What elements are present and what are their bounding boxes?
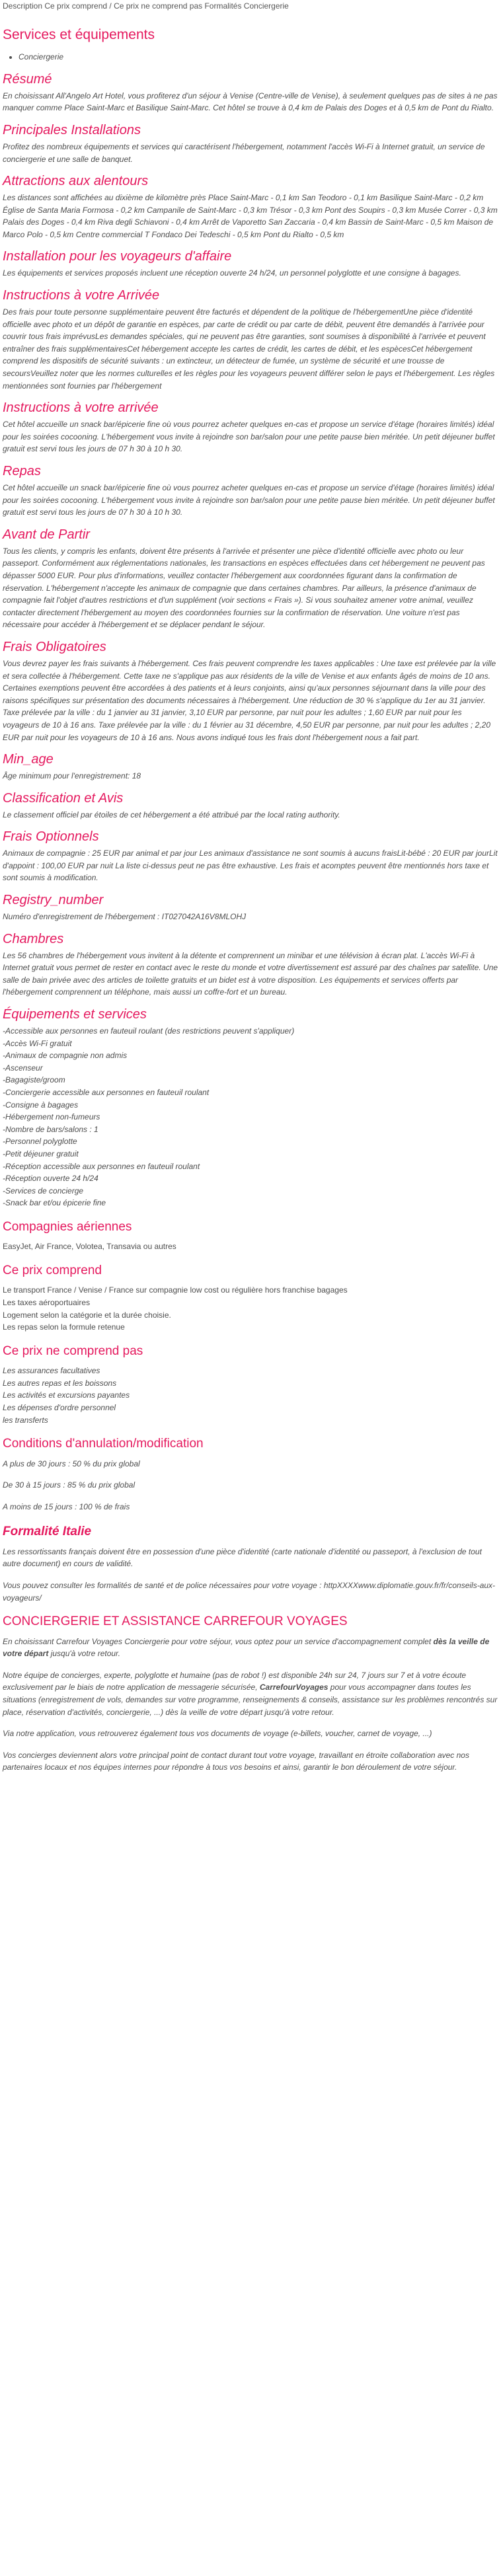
frais-obligatoires-title: Frais Obligatoires bbox=[3, 639, 106, 654]
prestations-title: Principales Installations bbox=[3, 122, 141, 137]
avant-partir-title: Avant de Partir bbox=[3, 527, 90, 542]
compagnies-text: EasyJet, Air France, Volotea, Transavia ou autres bbox=[3, 1242, 176, 1252]
resume-text: En choisissant All'Angelo Art Hotel, vous profiterez d'un séjour à Venise (Centre-ville de Venise), à seulement quelques pas de sites à ne pas manquer comme Place Saint-Marc et Basilique Saint-Marc. Cet hôtel se trouve à 0,4 km de Palais des Doges et à 0,5 km de Pont du Rialto. bbox=[3, 91, 498, 113]
list-item: Les repas selon la formule retenue bbox=[3, 1322, 125, 1332]
services-title: Services et équipements bbox=[3, 26, 155, 42]
list-item: les transferts bbox=[3, 1415, 48, 1425]
frais-optionnels-title: Frais Optionnels bbox=[3, 829, 99, 845]
carrefour-app-name: CarrefourVoyages bbox=[259, 1683, 328, 1692]
equipements-title: Équipements et services bbox=[3, 1007, 147, 1022]
list-item: -Ascenseur bbox=[3, 1063, 43, 1073]
conciergerie-team-a: Notre équipe de concierges, experte, polyglotte et humaine (pas de robot !) est disponible 24h sur 24, 7 jours sur 7 et à votre écoute exclusivement par le biais de notre application de messagerie sécurisée, bbox=[3, 1670, 467, 1692]
list-item: -Accessible aux personnes en fauteuil roulant (des restrictions peuvent s'appliquer) bbox=[3, 1026, 295, 1036]
repas-text: Cet hôtel accueille un snack bar/épicerie fine où vous pourrez acheter quelques en-cas et propose un service d'étage (horaires limités) idéal pour les soirées cocooning. L'hébergement vous invite à rejoindre son bar/salon pour une petite pause bien méritée. Un petit déjeuner buffet gratuit est servi tous les jours de 07 h 30 à 10 h 30. bbox=[3, 483, 495, 517]
conciergerie-intro-bold: dès la veille de votre départ bbox=[3, 1636, 490, 1659]
list-item: -Réception ouverte 24 h/24 bbox=[3, 1174, 98, 1184]
avant-partir-text: Tous les clients, y compris les enfants, doivent être présents à l'arrivée et présenter une pièce d'identité officielle avec photo ou leur passeport. Conformément aux réglementations nationales, les transactions en espèces effectuées dans cet hébergement ne peuvent pas dépasser 5000 EUR. Pour plus d'informations, veuillez contacter l'hébergement aux coordonnées figurant dans la confirmation de réservation. L'hébergement n'accepte les animaux de compagnie que dans certaines chambres. Par ailleurs, la présence d'animaux de compagnie fait l'objet d'autres restrictions et d'un supplément (voir sections « Frais »). Si vous souhaitez amener votre animal, veuillez contacter directement l'hébergement au moyen des coordonnées fournies sur la confirmation de réservation. Une voiture n'est pas nécessaire pour accéder à l'hébergement et se déplacer pendant le séjour. bbox=[3, 546, 485, 630]
classification-text: Le classement officiel par étoiles de cet hébergement a été attribué par the local rating authority. bbox=[3, 810, 340, 819]
conciergerie-team-c: pour vous accompagner dans toutes les situations (enregistrement de vols, demandes sur votre programme, renseignements & conseils, assistance sur les problèmes rencontrés sur place, réservation d'activités, conciergerie, ...) dès la veille de votre départ jusqu'à votre retour. bbox=[3, 1683, 498, 1717]
list-item: -Nombre de bars/salons : 1 bbox=[3, 1124, 98, 1134]
prestations-text: Profitez des nombreux équipements et services qui caractérisent l'hébergement, notamment l'accès Wi-Fi à Internet gratuit, un service de conciergerie et une salle de banquet. bbox=[3, 141, 485, 164]
conciergerie-intro-c: jusqu'à votre retour. bbox=[48, 1649, 120, 1659]
annulation-item: A moins de 15 jours : 100 % de frais bbox=[3, 1501, 130, 1511]
registry-title: Registry_number bbox=[3, 893, 104, 908]
list-item: -Conciergerie accessible aux personnes en fauteuil roulant bbox=[3, 1088, 210, 1098]
prix-ne-comprend-list bbox=[3, 1365, 498, 1426]
classification-title: Classification et Avis bbox=[3, 790, 124, 806]
list-item: -Petit déjeuner gratuit bbox=[3, 1149, 79, 1158]
formalite-link-text[interactable]: Vous pouvez consulter les formalités de santé et de police nécessaires pour votre voyage : httpXXXXwww.diplomatie.gouv.fr/fr/conseils-aux-voyageurs/ bbox=[3, 1581, 496, 1603]
list-item: Les activités et excursions payantes bbox=[3, 1390, 130, 1400]
list-item: Les dépenses d'ordre personnel bbox=[3, 1403, 116, 1413]
chambres-text: Les 56 chambres de l'hébergement vous invitent à la détente et comprennent un minibar et une télévision à écran plat. L'accès Wi-Fi à Internet gratuit vous permet de rester en contact avec le reste du monde et votre divertissement est assuré par des chaînes par satellite. Une salle de bain privée avec des articles de toilette gratuits et un bidet est à votre disposition. Les équipements et services offerts par l'hébergement comprennent un téléphone, mais aussi un coffre-fort et un bureau. bbox=[3, 950, 498, 997]
registry-text: Numéro d'enregistrement de l'hébergement : IT027042A16V8MLOHJ bbox=[3, 912, 247, 922]
breadcrumb[interactable]: Description Ce prix comprend / Ce prix ne comprend pas Formalités Conciergerie bbox=[3, 1, 289, 11]
conciergerie-intro-a: En choisissant Carrefour Voyages Conciergerie pour votre séjour, vous optez pour un service d'accompagnement complet bbox=[3, 1636, 434, 1646]
list-item: -Accès Wi-Fi gratuit bbox=[3, 1038, 72, 1048]
list-item: -Bagagiste/groom bbox=[3, 1075, 65, 1085]
conciergerie-contact: Vos concierges deviennent alors votre principal point de contact durant tout votre voyage, travaillant en étroite collaboration avec nos partenaires locaux et nos équipes internes pour répondre à tous vos besoins et ainsi, garantir le bon déroulement de votre séjour. bbox=[3, 1750, 469, 1772]
list-item: Les autres repas et les boissons bbox=[3, 1378, 117, 1388]
list-item: • Conciergerie bbox=[19, 51, 498, 63]
services-list bbox=[3, 51, 498, 63]
list-item: -Animaux de compagnie non admis bbox=[3, 1051, 128, 1061]
prix-comprend-title: Ce prix comprend bbox=[3, 1263, 102, 1277]
compagnies-title: Compagnies aériennes bbox=[3, 1219, 132, 1234]
min-age-title: Min_age bbox=[3, 752, 54, 767]
conciergerie-title: CONCIERGERIE ET ASSISTANCE CARREFOUR VOYAGES bbox=[3, 1614, 348, 1629]
instructions-arrival-text: Des frais pour toute personne supplémentaire peuvent être facturés et dépendent de la politique de l'hébergementUne pièce d'identité officielle avec photo et un dépôt de garantie en espèces, par carte de crédit ou par carte de débit, peuvent être demandés à l'arrivée pour couvrir tous frais imprévusLes demandes spéciales, qui ne peuvent pas être garanties, sont soumises à disponibilité à l'arrivée et peuvent entraîner des frais supplémentairesCet hébergement accepte les cartes de crédit, les cartes de débit, et les espècesCet hébergement comprend les dispositifs de sécurité suivants : un extincteur, un détecteur de fumée, un système de sécurité et une trousse de secoursVeuillez noter que les normes culturelles et les règles pour les voyageurs peuvent différer selon le pays et l'hébergement. Les règles mentionnées sont fournies par l'hébergement bbox=[3, 307, 495, 391]
formalite-text: Les ressortissants français doivent être en possession d'une pièce d'identité (carte nationale d'identité ou passeport, à l'exclusion de tout autre document) en cours de validité. bbox=[3, 1546, 482, 1569]
instructions-arrival-2-title: Instructions à votre arrivée bbox=[3, 400, 159, 416]
installation-title: Installation pour les voyageurs d'affaire bbox=[3, 249, 232, 264]
annulation-title: Conditions d'annulation/modification bbox=[3, 1437, 204, 1451]
list-item: -Personnel polyglotte bbox=[3, 1137, 77, 1147]
list-item: -Consigne à bagages bbox=[3, 1100, 79, 1110]
conciergerie-team bbox=[3, 1669, 498, 1718]
chambres-title: Chambres bbox=[3, 931, 64, 946]
frais-optionnels-text: Animaux de compagnie : 25 EUR par animal et par jour Les animaux d'assistance ne sont soumis à aucuns fraisLit-bébé : 20 EUR par jourLit d'appoint : 100,00 EUR par nuit La liste ci-dessus peut ne pas être exhaustive. Les frais et acomptes peuvent être mentionnés hors taxe et sont soumis à modification. bbox=[3, 849, 498, 883]
frais-obligatoires-text: Vous devrez payer les frais suivants à l'hébergement. Ces frais peuvent comprendre les taxes applicables : Une taxe est prélevée par la ville et sera collectée à l'hébergement. Cette taxe ne s'applique pas aux résidents de la ville de Venise et aux enfants âgés de moins de 10 ans. Certaines exemptions peuvent être accordées à des patients et à leurs conjoints, ainsi qu'aux personnes séjournant dans la ville pour des raisons spécifiques sur présentation des documents nécessaires à l'hébergement. Une réduction de 30 % s'applique du 1er au 31 janvier. Taxe prélevée par la ville : du 1 janvier au 31 janvier, 3,10 EUR par personne, par nuit pour les adultes ; 1,60 EUR par nuit pour les voyageurs de 10 à 16 ans. Taxe prélevée par la ville : du 1 février au 31 décembre, 4,50 EUR par personne, par nuit pour les adultes ; 2,20 EUR par nuit pour les voyageurs de 10 à 16 ans. Nous avons indiqué tous les frais dont l'hébergement nous a fait part. bbox=[3, 658, 496, 742]
list-item: -Réception accessible aux personnes en fauteuil roulant bbox=[3, 1161, 200, 1171]
prix-ne-comprend-title: Ce prix ne comprend pas bbox=[3, 1344, 143, 1358]
conciergerie-intro bbox=[3, 1636, 498, 1660]
list-item: Les assurances facultatives bbox=[3, 1366, 100, 1376]
instructions-arrival-title: Instructions à votre Arrivée bbox=[3, 288, 160, 303]
installation-text: Les équipements et services proposés incluent une réception ouverte 24 h/24, un personnel polyglotte et une consigne à bagages. bbox=[3, 268, 461, 278]
equipements-list bbox=[3, 1025, 498, 1209]
conciergerie-docs: Via notre application, vous retrouverez également tous vos documents de voyage (e-billets, voucher, carnet de voyage, ...) bbox=[3, 1729, 432, 1739]
prix-comprend-list bbox=[3, 1284, 498, 1333]
repas-title: Repas bbox=[3, 464, 41, 479]
annulation-item: De 30 à 15 jours : 85 % du prix global bbox=[3, 1480, 135, 1490]
list-item: -Services de concierge bbox=[3, 1186, 84, 1195]
min-age-text: Âge minimum pour l'enregistrement: 18 bbox=[3, 771, 141, 781]
instructions-arrival-2-text: Cet hôtel accueille un snack bar/épicerie fine où vous pourrez acheter quelques en-cas et propose un service d'étage (horaires limités) idéal pour les soirées cocooning. L'hébergement vous invite à rejoindre son bar/salon pour une petite pause bien méritée. Un petit déjeuner buffet gratuit est servi tous les jours de 07 h 30 à 10 h 30. bbox=[3, 420, 495, 454]
list-item: -Hébergement non-fumeurs bbox=[3, 1112, 100, 1122]
attractions-text: Les distances sont affichées au dixième de kilomètre près Place Saint-Marc - 0,1 km San Teodoro - 0,1 km Basilique Saint-Marc - 0,2 km Église de Santa Maria Formosa - 0,2 km Campanile de Saint-Marc - 0,3 km Trésor - 0,3 km Pont des Soupirs - 0,3 km Musée Correr - 0,3 km Palais des Doges - 0,4 km Riva degli Schiavoni - 0,4 km Arrêt de Vaporetto San Zaccaria - 0,4 km Bassin de Saint-Marc - 0,5 km Maison de Marco Polo - 0,5 km Centre commercial T Fondaco Dei Tedeschi - 0,5 km Pont du Rialto - 0,5 km bbox=[3, 193, 498, 239]
list-item: Le transport France / Venise / France sur compagnie low cost ou régulière hors franchise bagages bbox=[3, 1285, 348, 1295]
formalite-title: Formalité Italie bbox=[3, 1525, 92, 1539]
annulation-item: A plus de 30 jours : 50 % du prix global bbox=[3, 1458, 140, 1468]
list-item: -Snack bar et/ou épicerie fine bbox=[3, 1198, 106, 1208]
attractions-title: Attractions aux alentours bbox=[3, 174, 149, 189]
list-item: Les taxes aéroportuaires bbox=[3, 1298, 91, 1308]
list-item: Logement selon la catégorie et la durée choisie. bbox=[3, 1310, 171, 1320]
resume-title: Résumé bbox=[3, 71, 52, 87]
